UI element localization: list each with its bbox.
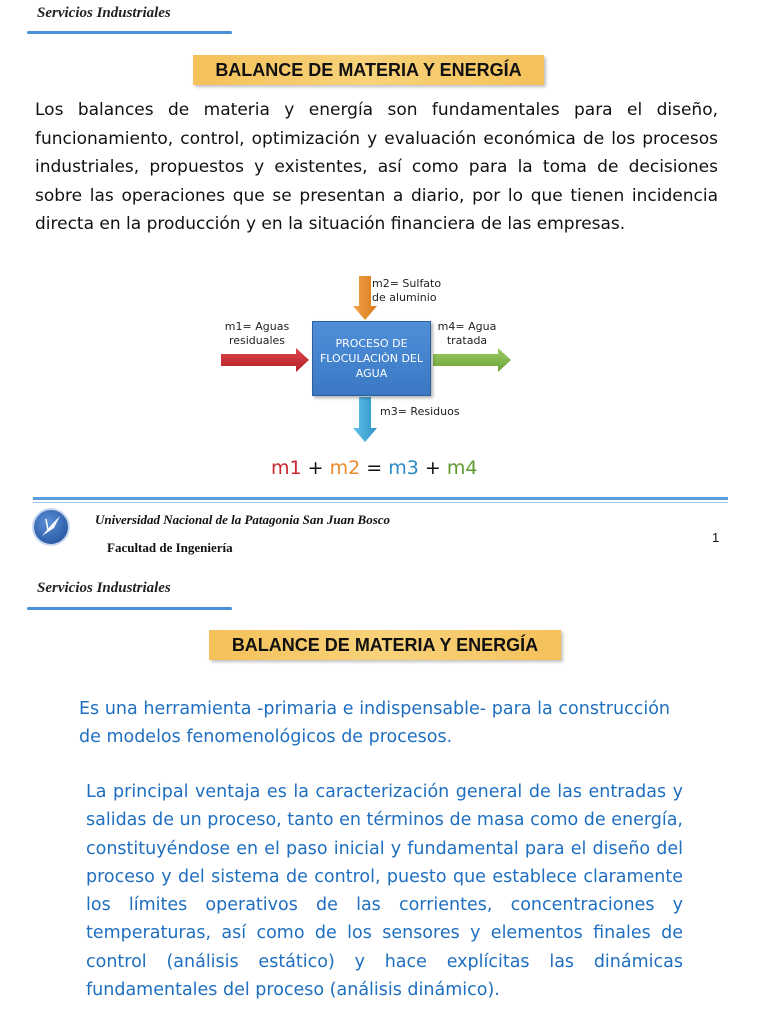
m2-label-line1: m2= Sulfato <box>372 277 442 290</box>
slide2-paragraph-2: La principal ventaja es la caracterización general de las entradas y salidas de un proceso, tanto en términos de masa como de energía, constituyéndose en el paso inicial y fundamental para el diseño del proceso y del sistema de control, puesto que establece claramente los límites operativos de las corrientes, concentraciones y temperaturas, así como de los sensores y elementos finales de control (análisis estático) y hace explícitas las dinámicas fundamentales del proceso (análisis dinámico). <box>86 782 683 1001</box>
m3-label: m3= Residuos <box>380 405 460 418</box>
m4-label-line1: m4= Agua <box>437 320 497 333</box>
m1-label-line2: residuales <box>228 334 286 347</box>
m4-label <box>437 320 497 348</box>
mass-balance-equation <box>271 457 477 479</box>
process-label-line3: AGUA <box>355 367 388 380</box>
m4-label-line2: tratada <box>446 334 488 347</box>
slide2-header-rule <box>27 607 232 610</box>
equation-plus-1: + <box>301 457 330 479</box>
footer-university: Universidad Nacional de la Patagonia San Juan Bosco <box>95 512 391 527</box>
equation-m4: m4 <box>446 457 478 479</box>
footer-rule-top <box>33 497 728 500</box>
equation-m1: m1 <box>271 457 302 479</box>
equation-plus-2: + <box>418 457 447 479</box>
equation-m2: m2 <box>329 457 361 479</box>
flocculation-diagram <box>0 0 768 490</box>
slide2-title: BALANCE DE MATERIA Y ENERGÍA <box>209 630 561 660</box>
slide1-header-title: Servicios Industriales <box>37 5 171 21</box>
process-label-line1: PROCESO DE <box>335 337 408 350</box>
slide1-paragraph: Los balances de materia y energía son fundamentales para el diseño, funcionamiento, control, optimización y evaluación económica de los procesos industriales, propuestos y existentes, así como para la toma de decisiones sobre las operaciones que se presentan a diario, por lo que tienen incidencia directa en la producción y en la situación financiera de las empresas. <box>35 100 718 234</box>
slide2-paragraph-1: Es una herramienta -primaria e indispensable- para la construcción de modelos fenomenológicos de procesos. <box>79 699 670 748</box>
m1-arrow <box>221 348 309 372</box>
m2-label-line2: de aluminio <box>372 291 437 304</box>
compass-icon <box>34 510 68 544</box>
footer-rule-bottom <box>33 502 728 503</box>
slide1-title: BALANCE DE MATERIA Y ENERGÍA <box>193 55 544 85</box>
university-logo <box>32 508 70 546</box>
footer-faculty: Facultad de Ingeniería <box>107 540 233 555</box>
m4-arrow <box>433 348 511 372</box>
m1-label-line1: m1= Aguas <box>224 320 290 333</box>
equation-equals: = <box>360 457 389 479</box>
process-label-line2: FLOCULACIÒN DEL <box>319 352 424 365</box>
m3-arrow <box>353 397 377 442</box>
page-number: 1 <box>712 530 720 545</box>
m2-label <box>372 277 452 305</box>
m1-label <box>217 320 297 348</box>
process-box <box>312 321 431 396</box>
slide2-header-title: Servicios Industriales <box>37 580 171 596</box>
equation-m3: m3 <box>388 457 419 479</box>
